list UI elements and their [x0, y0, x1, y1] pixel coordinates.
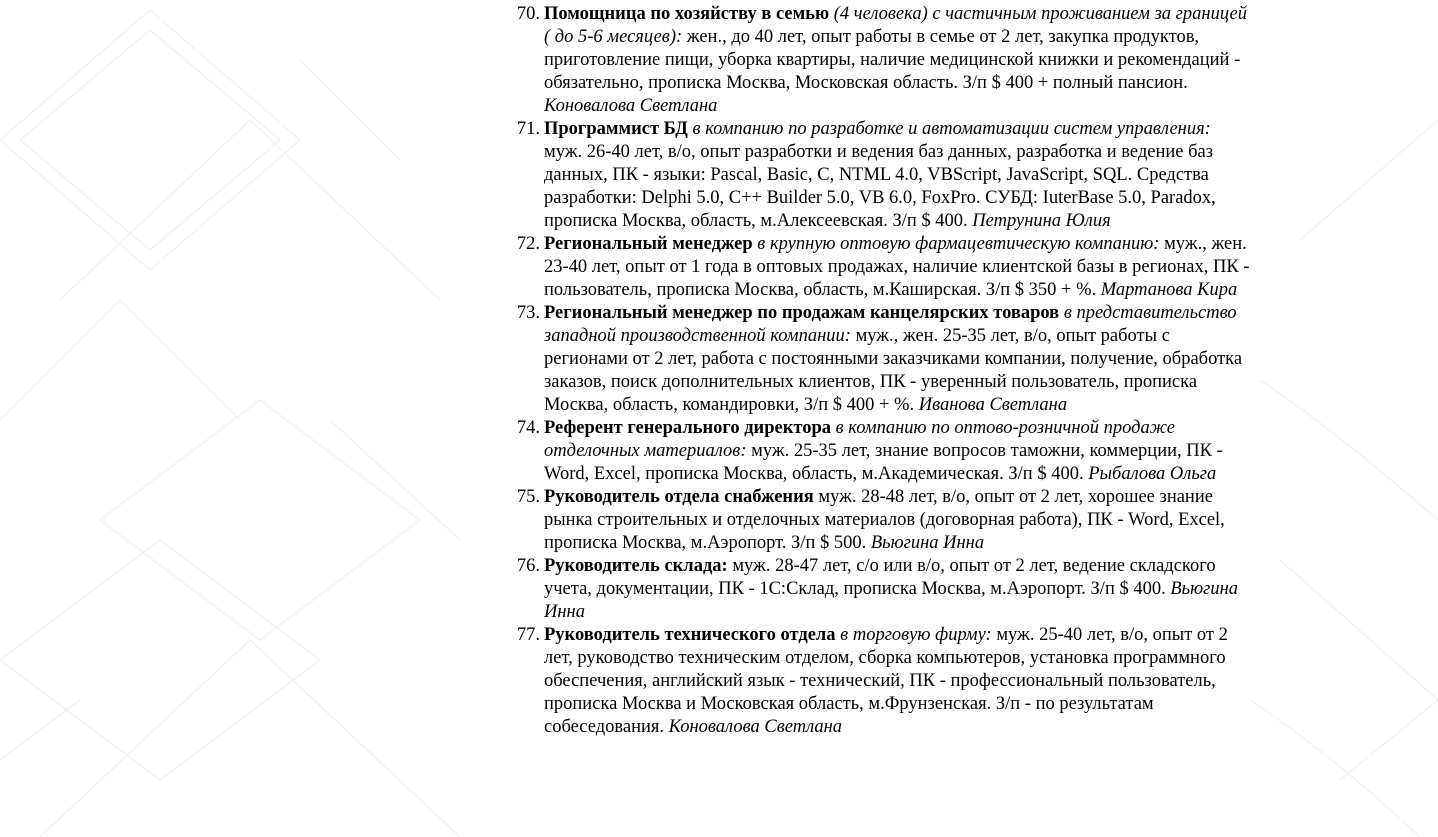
vacancy-number: 70. — [516, 4, 540, 24]
vacancy-item — [508, 624, 1250, 739]
vacancy-description: в крупную оптовую фармацевтическую компанию: — [752, 234, 1160, 254]
vacancy-item — [508, 233, 1250, 302]
vacancy-number: 73. — [516, 303, 540, 323]
vacancy-requirements: муж. 28-47 лет, с/о или в/о, опыт от 2 лет, ведение складского учета, документации, ПК - 1С:Склад, прописка Москва, м.Аэропорт. З/п $ 400. — [544, 556, 1216, 599]
vacancy-item — [508, 555, 1250, 624]
vacancy-description: в торговую фирму: — [835, 625, 992, 645]
vacancy-contact: Рыбалова Ольга — [1083, 464, 1217, 484]
vacancy-description: (4 человека) с частичным проживанием за границей ( до 5-6 месяцев): — [544, 4, 1247, 47]
vacancy-number: 77. — [516, 625, 540, 645]
vacancy-requirements: муж., жен. 25-35 лет, в/о, опыт работы с регионами от 2 лет, работа с постоянными заказчиками компании, получение, обработка заказов, поиск дополнительных клиентов, ПК - уверенный пользователь, прописка Москва, область, командировки, З/п $ 400 + %. — [544, 326, 1243, 415]
vacancy-number: 71. — [516, 119, 540, 139]
vacancy-contact: Иванова Светлана — [914, 395, 1068, 415]
vacancy-number: 75. — [516, 487, 540, 507]
vacancy-contact: Вьюгина Инна — [544, 579, 1239, 622]
vacancy-contact: Вьюгина Инна — [866, 533, 985, 553]
vacancy-requirements: жен., до 40 лет, опыт работы в семье от 2 лет, закупка продуктов, приготовление пищи, уборка квартиры, наличие медицинской книжки и рекомендаций - обязательно, прописка Москва, Московская область. З/п $ 400 + полный пансион. — [544, 27, 1241, 93]
vacancy-number: 76. — [516, 556, 540, 576]
vacancy-title: Региональный менеджер — [544, 234, 753, 254]
vacancy-description: в компанию по разработке и автоматизации систем управления: — [687, 119, 1211, 139]
vacancy-item — [508, 118, 1250, 233]
vacancy-contact: Петрунина Юлия — [967, 211, 1111, 231]
vacancy-list-container — [508, 3, 1250, 739]
vacancy-title: Руководитель склада: — [544, 556, 728, 576]
vacancy-item — [508, 486, 1250, 555]
vacancy-contact: Коновалова Светлана — [544, 96, 718, 116]
vacancy-number: 72. — [516, 234, 540, 254]
vacancy-description: в компанию по оптово-розничной продаже отделочных материалов: — [544, 418, 1175, 461]
vacancy-title: Руководитель отдела снабжения — [544, 487, 814, 507]
vacancy-item — [508, 417, 1250, 486]
vacancy-title: Региональный менеджер по продажам канцелярских товаров — [544, 303, 1060, 323]
vacancy-list — [508, 3, 1250, 739]
vacancy-item — [508, 302, 1250, 417]
vacancy-requirements: муж. 28-48 лет, в/о, опыт от 2 лет, хорошее знание рынка строительных и отделочных материалов (договорная работа), ПК - Word, Excel, прописка Москва, м.Аэропорт. З/п $ 500. — [544, 487, 1225, 553]
vacancy-requirements: муж., жен. 23-40 лет, опыт от 1 года в оптовых продажах, наличие клиентской базы в регионах, ПК - пользователь, прописка Москва, область, м.Каширская. З/п $ 350 + %. — [544, 234, 1250, 300]
vacancy-title: Руководитель технического отдела — [544, 625, 836, 645]
vacancy-contact: Коновалова Светлана — [664, 717, 843, 737]
vacancy-item — [508, 3, 1250, 118]
vacancy-title: Референт генерального директора — [544, 418, 832, 438]
vacancy-requirements: муж. 26-40 лет, в/о, опыт разработки и ведения баз данных, разработка и ведение баз данных, ПК - языки: Pascal, Basic, C, NTML 4.0, VBScript, JavaScript, SQL. Средства разработки: Delphi 5.0, C++ Builder 5.0, VB 6.0, FoxPro. СУБД: IuterBase 5.0, Paradox, прописка Москва, область, м.Алексеевская. З/п $ 400. — [544, 142, 1216, 231]
vacancy-number: 74. — [516, 418, 540, 438]
vacancy-requirements: муж. 25-35 лет, знание вопросов таможни, коммерции, ПК - Word, Excel, прописка Москва, область, м.Академическая. З/п $ 400. — [544, 441, 1223, 484]
vacancy-contact: Мартанова Кира — [1096, 280, 1238, 300]
vacancy-requirements: муж. 25-40 лет, в/о, опыт от 2 лет, руководство техническим отделом, сборка компьютеров, установка программного обеспечения, английский язык - технический, ПК - профессиональный пользователь, прописка Москва и Московская область, м.Фрунзенская. З/п - по результатам собеседования. — [544, 625, 1228, 737]
vacancy-title: Программист БД — [544, 119, 688, 139]
vacancy-title: Помощница по хозяйству в семью — [544, 4, 830, 24]
vacancy-description: в представительство западной производственной компании: — [544, 303, 1237, 346]
